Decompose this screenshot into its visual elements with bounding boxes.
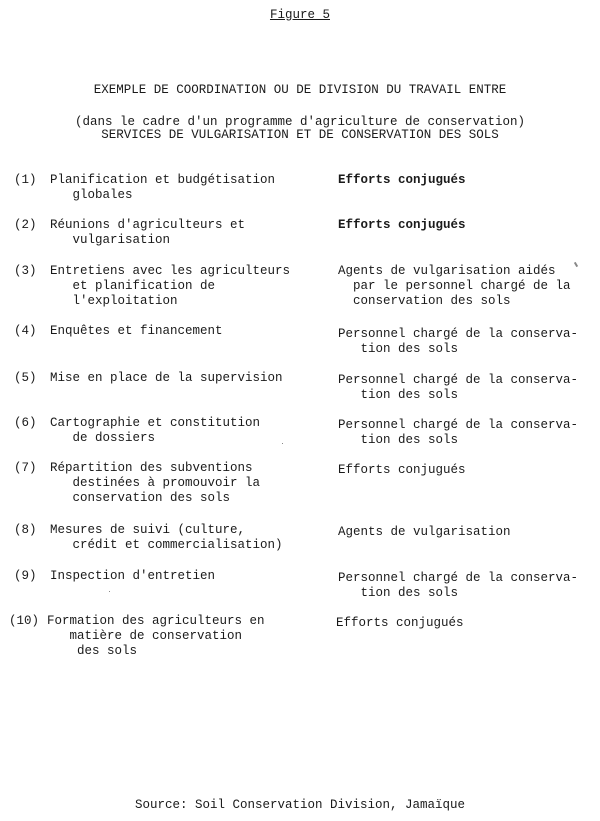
row-activity: Entretiens avec les agriculteurs et planification de l'exploitation [50,264,291,308]
row-responsibility: Agents de vulgarisation aidés par le personnel chargé de la conservation des sols [338,264,571,308]
row-responsibility: Efforts conjugués [336,616,464,630]
source-note: Source: Soil Conservation Division, Jamaïque [134,798,466,812]
row-activity: Formation des agriculteurs en matière de conservation des sols [47,614,265,658]
row-number: (3) [14,264,37,278]
row-responsibility: Efforts conjugués [338,218,466,232]
scan-speck [109,591,110,592]
title-line-2: SERVICES DE VULGARISATION ET DE CONSERVATION DES SOLS [101,128,499,142]
row-activity: Réunions d'agriculteurs et vulgarisation [50,218,246,247]
row-responsibility: Efforts conjugués [338,173,466,187]
row-number: (1) [14,173,37,187]
row-activity: Inspection d'entretien [50,569,216,583]
row-number: (8) [14,523,37,537]
row-number: (6) [14,416,37,430]
row-activity: Mesures de suivi (culture, crédit et commercialisation) [50,523,283,552]
row-number: (5) [14,371,37,385]
row-responsibility: Personnel chargé de la conserva- tion des sols [338,327,579,356]
row-number: (7) [14,461,37,475]
row-responsibility: Personnel chargé de la conserva- tion des sols [338,373,579,402]
row-activity: Mise en place de la supervision [50,371,283,385]
row-number: (4) [14,324,37,338]
scan-speck [574,262,578,267]
figure-label: Figure 5 [269,8,330,22]
row-number: (9) [14,569,37,583]
row-responsibility: Personnel chargé de la conserva- tion des sols [338,418,579,447]
page-title [0,53,600,158]
row-responsibility: Efforts conjugués [338,463,466,477]
row-activity: Planification et budgétisation globales [50,173,276,202]
scan-speck [282,443,283,444]
title-line-1: EXEMPLE DE COORDINATION OU DE DIVISION DU TRAVAIL ENTRE [93,83,507,97]
row-activity: Cartographie et constitution de dossiers [50,416,261,445]
row-activity: Enquêtes et financement [50,324,223,338]
row-responsibility: Agents de vulgarisation [338,525,511,539]
subtitle: (dans le cadre d'un programme d'agriculture de conservation) [74,115,526,129]
row-activity: Répartition des subventions destinées à promouvoir la conservation des sols [50,461,261,505]
row-number: (10) [9,614,40,628]
row-responsibility: Personnel chargé de la conserva- tion des sols [338,571,579,600]
row-number: (2) [14,218,37,232]
